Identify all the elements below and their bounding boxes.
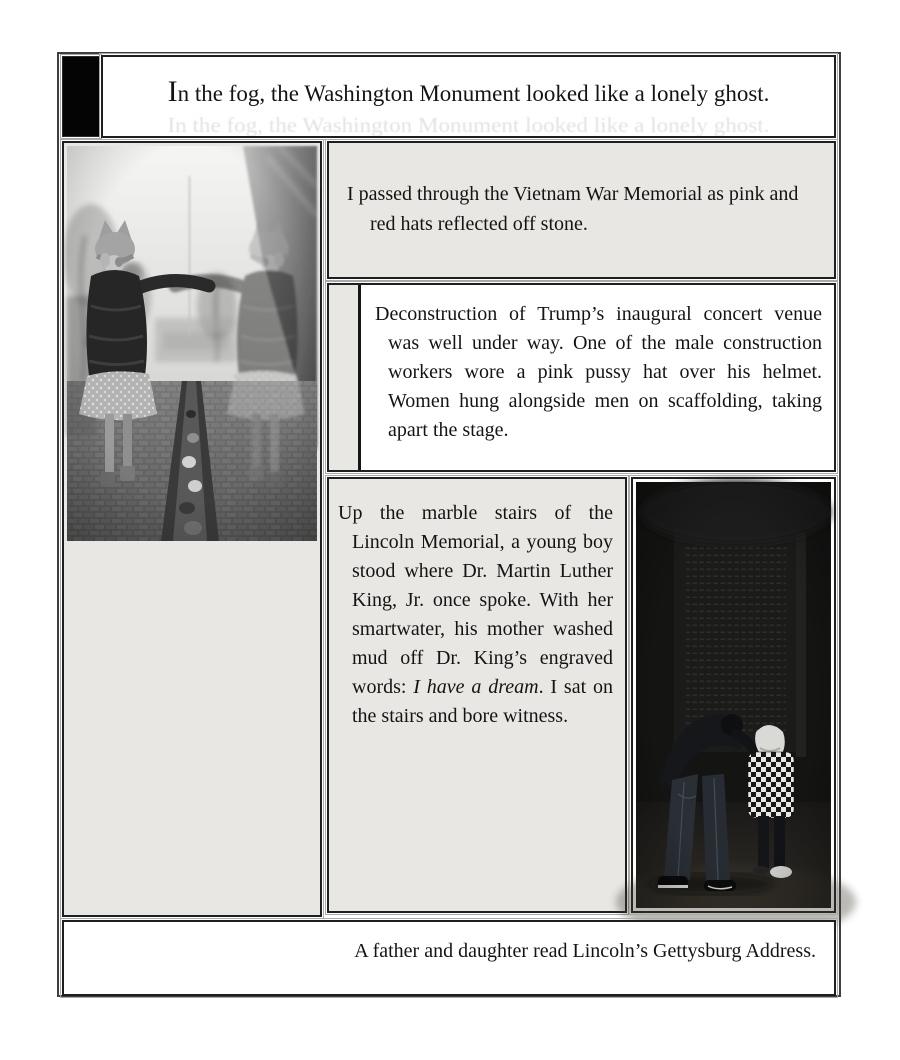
deconstruction-side-strip [329, 285, 361, 470]
vietnam-memorial-text: I passed through the Vietnam War Memorial as pink and red hats reflected off stone. [347, 183, 799, 235]
lincoln-text-before: Up the marble stairs of the Lincoln Memorial, a young boy stood where Dr. Martin Luther King, Jr. once spoke. With her smartwater, his mother washed mud off Dr. King’s engraved words: [338, 502, 613, 698]
deconstruction-text: Deconstruction of Trump’s inaugural concert venue was well under way. One of the male construction workers wore a pink pussy hat over his helmet. Women hung alongside men on scaffolding, taking apart the stage. [375, 303, 822, 441]
lincoln-text-after: . I sat on the stairs and bore witness. [352, 676, 613, 727]
gettysburg-photo-panel [631, 477, 836, 913]
lincoln-memorial-text [329, 479, 625, 731]
header-panel [101, 55, 836, 138]
deconstruction-panel [327, 283, 836, 472]
ghost-echo-text: In the fog, the Washington Monument looked like a lonely ghost. [167, 113, 770, 137]
memorial-walk-photo-panel [62, 141, 322, 917]
lincoln-memorial-panel [327, 477, 627, 913]
caption-text: A father and daughter read Lincoln’s Gettysburg Address. [354, 940, 816, 962]
caption-panel [62, 920, 836, 996]
memorial-walk-photo [67, 146, 317, 541]
lincoln-text-italic: I have a dream [413, 676, 539, 698]
gettysburg-photo [636, 482, 831, 908]
vietnam-memorial-panel [327, 141, 836, 279]
page-title: In the fog, the Washington Monument looked like a lonely ghost. [167, 75, 770, 108]
